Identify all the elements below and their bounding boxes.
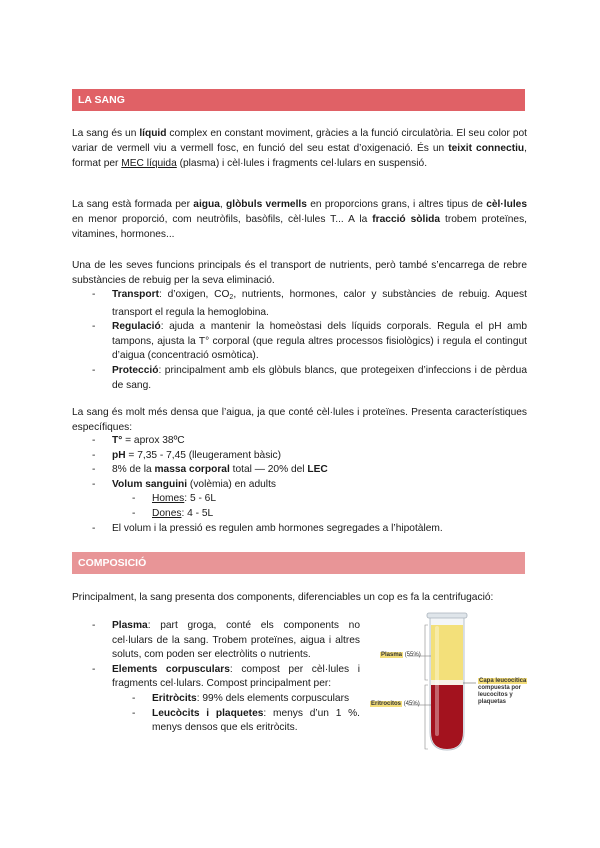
section-heading-composicio: COMPOSICIÓ [72, 552, 525, 574]
list-item-transport: - Transport: d’oxigen, $CO_2$, nutrients, hormones, calor y substàncies de rebuig. Aquest transport el regula la hemoglobina. [92, 288, 527, 320]
list-item-dones: - Dones: 4 - 5L [132, 507, 527, 522]
list-item-proteccio: - Protecció: principalment amb els glòbuls blancs, que protegeixen d’infeccions i de pèrdua de sang. [92, 364, 527, 393]
plasma-label: Plasma (55%) [381, 652, 421, 658]
list-item-leucocits: - Leucòcits i plaquetes: menys d’un 1 %. menys densos que els eritròcits. [132, 707, 360, 736]
corpuscular-sublist [112, 692, 360, 736]
list-item-blood-volume: - Volum sanguini (volèmia) en adults - Homes: 5 - 6L - Dones: 4 - 5L [92, 478, 527, 522]
list-item-regulation-note: - El volum i la pressió es regulen amb hormones segregades a l’hipotàlem. [92, 522, 527, 537]
section-heading-la-sang: LA SANG [72, 89, 525, 111]
functions-list [92, 288, 527, 393]
paragraph-composition-summary: La sang està formada per aigua, glòbuls vermells en proporcions grans, i altres tipus de cèl·lules en menor proporció, com neutròfils, basòfils, cèl·lules T... A la fracció sòlida trobem proteïnes, vitamines, hormones... [72, 199, 527, 240]
list-item-temperature: - T° = aprox 38ºC [92, 434, 527, 449]
buffy-coat-label: Capa leucocítica compuesta por leucocitos y plaquetas [478, 678, 527, 705]
paragraph-characteristics: La sang és molt més densa que l’aigua, ja que conté cèl·lules i proteïnes. Presenta característiques específiques: [72, 407, 527, 433]
blood-volume-sublist [112, 492, 527, 521]
erythrocyte-label: Eritrocitos (45%) [371, 701, 420, 707]
paragraph-functions: Una de les seves funcions principals és el transport de nutrients, però també s’encarrega de rebre substàncies de rebuig per la seva eliminació. [72, 260, 527, 286]
list-item-homes: - Homes: 5 - 6L [132, 492, 527, 507]
components-list [92, 619, 360, 736]
list-item-corpuscular-elements: - Elements corpusculars: compost per cèl·lules i fragments cel·lulars. Compost principalment per: - Eritròcits: 99% dels elements corpusculars - Leucòcits i plaquetes: menys d’un 1 %. menys densos que els eritròcits. [92, 663, 360, 736]
centrifuged-blood-tube-figure [368, 612, 538, 754]
list-item-body-mass: - 8% de la massa corporal total — 20% del LEC [92, 463, 527, 478]
list-item-eritrocits: - Eritròcits: 99% dels elements corpusculars [132, 692, 360, 707]
characteristics-list [92, 434, 527, 536]
list-item-plasma: - Plasma: part groga, conté els components no cel·lulars de la sang. Trobem proteïnes, aigua i altres soluts, com poden ser electròlits o nutrients. [92, 619, 360, 663]
list-item-ph: - pH = 7,35 - 7,45 (lleugerament bàsic) [92, 449, 527, 464]
paragraph-composition-intro: Principalment, la sang presenta dos components, diferenciables un cop es fa la centrifugació: [72, 592, 494, 603]
paragraph-intro: La sang és un líquid complex en constant moviment, gràcies a la funció circulatòria. El seu color pot variar de vermell viu a vermell fosc, en funció del seu estat d’oxigenació. És un teixit connectiu, format per MEC líquida (plasma) i cèl·lules i fragments cel·lulars en suspensió. [72, 128, 527, 169]
list-item-regulacio: - Regulació: ajuda a mantenir la homeòstasi dels líquids corporals. Regula el pH amb tampons, ajusta la T° corporal (que regula altres processos fisiològics) i regula el contingut d’aigua (concentració osmòtica). [92, 320, 527, 364]
